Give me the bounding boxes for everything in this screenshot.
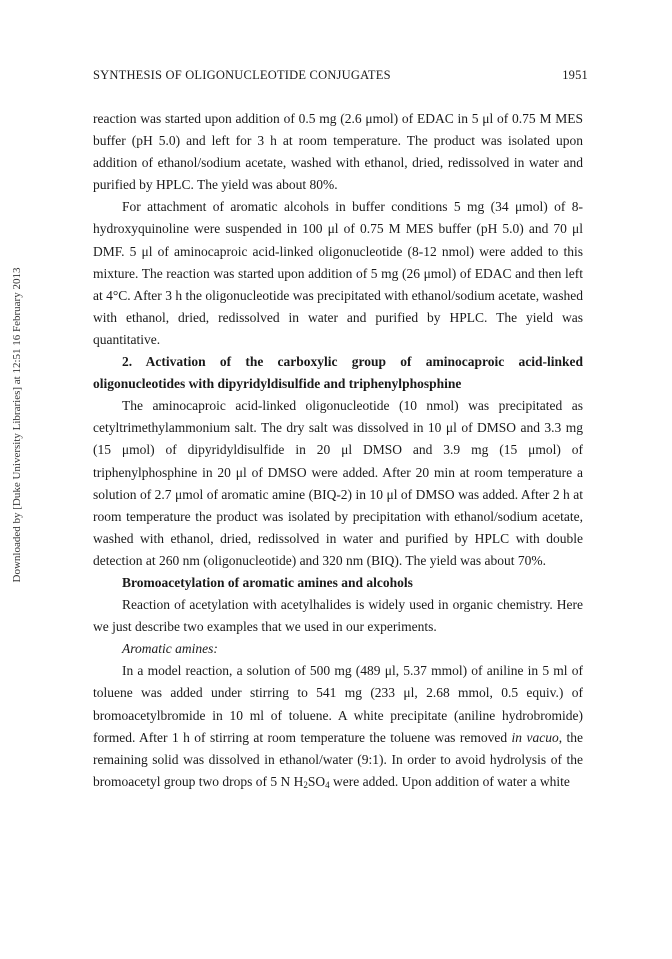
subheading-aromatic-amines: Aromatic amines: <box>122 641 218 657</box>
body-text <box>93 108 583 793</box>
paragraph-aromatic-alcohols: For attachment of aromatic alcohols in buffer conditions 5 mg (34 μmol) of 8-hydroxyquinoline were suspended in 100 μl of 0.75 M MES buffer (pH 5.0) and 70 μl DMF. 5 μl of aminocaproic acid-linked oligonucleotide (8-12 nmol) were added to this mixture. The reaction was started upon addition of 5 mg (26 μmol) of EDAC and then left at 4°C. After 3 h the oligonucleotide was precipitated with ethanol/sodium acetate, washed with ethanol, dried, redissolved in water and purified by HPLC. The yield was quantitative. <box>93 199 583 347</box>
aniline-text-part-4: were added. Upon addition of water a white <box>329 773 570 789</box>
paragraph-aniline-reaction <box>93 660 583 793</box>
running-header <box>93 68 588 83</box>
paragraph-activation-procedure: The aminocaproic acid-linked oligonucleotide (10 nmol) was precipitated as cetyltrimethylammonium salt. The dry salt was dissolved in 10 μl of DMSO and 3.3 mg (15 μmol) of dipyridyldisulfide in 20 μl DMSO and 3.9 mg (15 μmol) of triphenylphosphine in 20 μl of DMSO were added. After 20 min at room temperature a solution of 2.7 μmol of aromatic amine (BIQ-2) in 10 μl of DMSO was added. After 2 h at room temperature the product was isolated by precipitation with ethanol/sodium acetate, washed with ethanol, dried, redissolved in water and purified by HPLC with double detection at 260 nm (oligonucleotide) and 320 nm (BIQ). The yield was about 70%. <box>93 398 583 568</box>
aniline-text-part-1: In a model reaction, a solution of 500 mg (489 μl, 5.37 mmol) of aniline in 5 ml of toluene was added under stirring to 541 mg (233 μl, 2.68 mmol, 0.5 equiv.) of bromoacetylbromide in 10 ml of toluene. A white precipitate (aniline hydrobromide) formed. After 1 h of stirring at room temperature the toluene was removed <box>93 663 583 745</box>
download-note-text: Downloaded by [Duke University Libraries] at 12:51 16 February 2013 <box>11 267 23 583</box>
section-heading-bromoacetylation: Bromoacetylation of aromatic amines and alcohols <box>122 574 413 590</box>
subscript-2: 2 <box>303 779 308 790</box>
aniline-text-part-3: SO <box>307 773 326 789</box>
page-number: 1951 <box>562 68 588 82</box>
in-vacuo-term: in vacuo <box>511 729 559 745</box>
aniline-text-part-2: , the remaining solid was dissolved in ethanol/water (9:1). In order to avoid hydrolysis of the bromoacetyl group two drops of 5 N H <box>93 729 583 789</box>
download-watermark <box>10 145 24 705</box>
paragraph-edac-reaction: reaction was started upon addition of 0.5 mg (2.6 μmol) of EDAC in 5 μl of 0.75 M MES buffer (pH 5.0) and left for 3 h at room temperature. The product was isolated upon addition of ethanol/sodium acetate, washed with ethanol, dried, redissolved in water and purified by HPLC. The yield was about 80%. <box>93 111 583 193</box>
paragraph-acetylation-intro: Reaction of acetylation with acetylhalides is widely used in organic chemistry. Here we just describe two examples that we used in our experiments. <box>93 597 583 635</box>
header-title: SYNTHESIS OF OLIGONUCLEOTIDE CONJUGATES <box>93 68 391 82</box>
section-heading-activation: 2. Activation of the carboxylic group of aminocaproic acid-linked oligonucleotides with dipyridyldisulfide and triphenylphosphine <box>93 354 583 392</box>
subscript-4: 4 <box>325 779 330 790</box>
